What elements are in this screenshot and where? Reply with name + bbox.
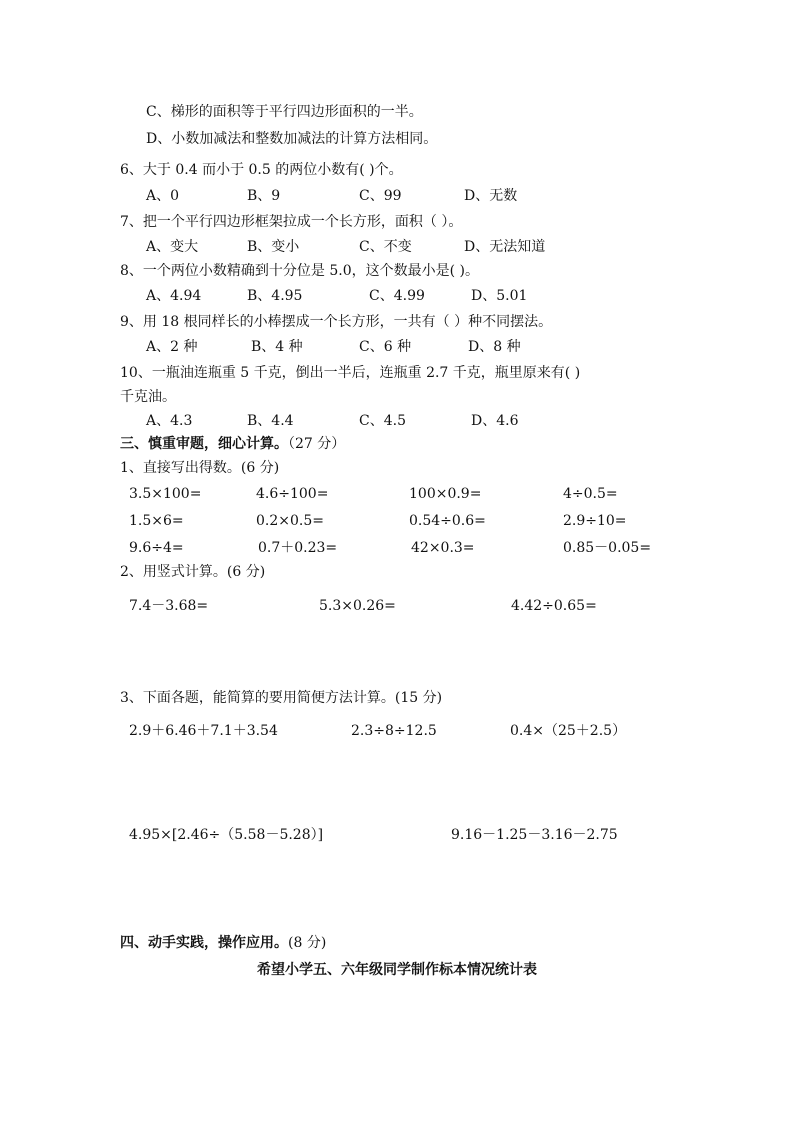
q8-option: B、4.95 [247, 288, 303, 304]
section-4-title: 四、动手实践，操作应用。 [120, 935, 288, 951]
mental-math-item: 100×0.9= [409, 486, 482, 502]
simplify-calc-item: 9.16－1.25－3.16－2.75 [451, 827, 618, 843]
simplify-calc-row [0, 826, 794, 844]
mental-math-item: 1.5×6= [129, 513, 184, 529]
mental-math-item: 3.5×100= [129, 486, 202, 502]
section-4-heading [120, 934, 326, 952]
q9-stem: 9、用 18 根同样长的小棒摆成一个长方形，一共有（ ）种不同摆法。 [120, 314, 553, 330]
q9-options [0, 338, 794, 356]
part-2-title: 2、用竖式计算。(6 分) [120, 564, 266, 580]
q8-options [0, 287, 794, 305]
q9-option: A、2 种 [146, 339, 198, 355]
q10-options [0, 412, 794, 430]
section-3-points: （27 分） [288, 436, 346, 452]
q9-option: C、6 种 [359, 339, 412, 355]
simplify-calc-item: 2.3÷8÷12.5 [351, 723, 437, 739]
mental-math-row [0, 512, 794, 530]
q9-option: D、8 种 [468, 339, 521, 355]
q10-option: C、4.5 [359, 413, 406, 429]
section-3-heading [120, 435, 345, 453]
mental-math-item: 42×0.3= [411, 540, 475, 556]
mental-math-item: 0.7＋0.23= [258, 540, 338, 556]
q6-option: C、99 [359, 188, 402, 204]
part-3-title: 3、下面各题，能简算的要用简便方法计算。(15 分) [120, 690, 443, 706]
q7-stem: 7、把一个平行四边形框架拉成一个长方形，面积（ ）。 [120, 214, 463, 230]
q7-option: B、变小 [247, 239, 300, 255]
vertical-calc-row [0, 597, 794, 615]
vertical-calc-item: 7.4－3.68= [129, 598, 209, 614]
q10-option: B、4.4 [247, 413, 294, 429]
q5-option-c: C、梯形的面积等于平行四边形面积的一半。 [146, 104, 423, 120]
q7-option: C、不变 [359, 239, 412, 255]
part-1-title: 1、直接写出得数。(6 分) [120, 460, 280, 476]
simplify-calc-row [0, 722, 794, 740]
q6-option: A、0 [146, 188, 180, 204]
mental-math-row [0, 485, 794, 503]
vertical-calc-item: 5.3×0.26= [319, 598, 396, 614]
mental-math-item: 0.54÷0.6= [409, 513, 486, 529]
q7-option: D、无法知道 [464, 239, 546, 255]
q6-options [0, 187, 794, 205]
mental-math-item: 0.2×0.5= [256, 513, 324, 529]
q10-stem-continued: 千克油。 [120, 389, 176, 405]
table-title: 希望小学五、六年级同学制作标本情况统计表 [257, 962, 537, 978]
section-4-points: (8 分) [288, 935, 327, 951]
vertical-calc-item: 4.42÷0.65= [511, 598, 597, 614]
mental-math-item: 2.9÷10= [563, 513, 627, 529]
q8-option: D、5.01 [471, 288, 528, 304]
q8-option: A、4.94 [146, 288, 202, 304]
mental-math-item: 4÷0.5= [563, 486, 618, 502]
mental-math-row [0, 539, 794, 557]
simplify-calc-item: 2.9＋6.46＋7.1＋3.54 [129, 723, 278, 739]
section-3-title: 三、慎重审题，细心计算。 [120, 436, 288, 452]
q10-option: D、4.6 [471, 413, 519, 429]
q10-option: A、4.3 [146, 413, 193, 429]
q8-option: C、4.99 [369, 288, 425, 304]
q6-option: D、无数 [464, 188, 518, 204]
q6-stem: 6、大于 0.4 而小于 0.5 的两位小数有( )个。 [120, 162, 403, 178]
q5-option-d: D、小数加减法和整数加减法的计算方法相同。 [146, 131, 438, 147]
q6-option: B、9 [247, 188, 281, 204]
q9-option: B、4 种 [251, 339, 303, 355]
q8-stem: 8、一个两位小数精确到十分位是 5.0，这个数最小是( )。 [120, 263, 479, 279]
mental-math-item: 9.6÷4= [129, 540, 184, 556]
q7-option: A、变大 [146, 239, 199, 255]
simplify-calc-item: 4.95×[2.46÷（5.58－5.28）] [129, 827, 324, 843]
q7-options [0, 238, 794, 256]
mental-math-item: 4.6÷100= [256, 486, 329, 502]
mental-math-item: 0.85－0.05= [563, 540, 652, 556]
simplify-calc-item: 0.4×（25＋2.5） [510, 723, 627, 739]
q10-stem: 10、一瓶油连瓶重 5 千克，倒出一半后，连瓶重 2.7 千克，瓶里原来有( ) [120, 365, 581, 381]
